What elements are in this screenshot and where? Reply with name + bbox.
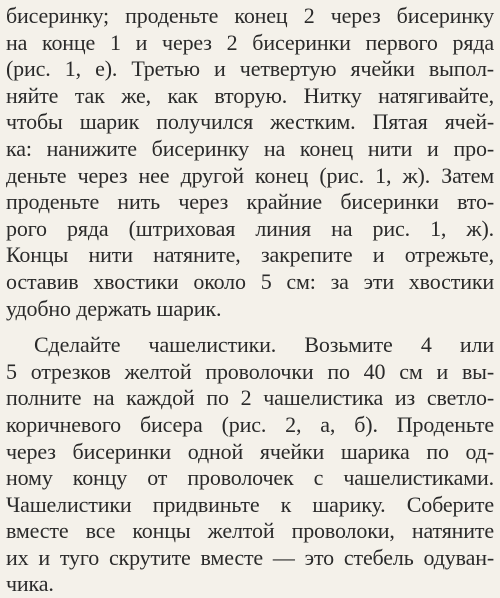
paragraph-1 bbox=[6, 3, 494, 322]
paragraph-gap bbox=[6, 322, 494, 332]
text-line: вместе все концы желтой проволоки, натяните bbox=[6, 518, 494, 544]
text-line: 5 отрезков желтой проволочки по 40 см и вы- bbox=[6, 358, 494, 384]
text-line: чтобы шарик получился жестким. Пятая ячей- bbox=[6, 109, 494, 135]
text-line: через бисеринки одной ячейки шарика по од- bbox=[6, 438, 494, 464]
text-line: Сделайте чашелистики. Возьмите 4 или bbox=[34, 332, 494, 358]
text-line: рого ряда (штриховая линия на рис. 1, ж). bbox=[6, 215, 494, 241]
text-line: няйте так же, как вторую. Нитку натягивайте, bbox=[6, 82, 494, 108]
text-line: оставив хвостики около 5 см: за эти хвостики bbox=[6, 268, 494, 294]
text-line: (рис. 1, е). Третью и четвертую ячейки выпол- bbox=[6, 56, 494, 82]
text-line: бисеринку; проденьте конец 2 через бисеринку bbox=[6, 3, 494, 28]
text-line: Чашелистики придвиньте к шарику. Соберите bbox=[6, 491, 494, 517]
paragraph-2 bbox=[6, 332, 494, 598]
text-line: проденьте нить через крайние бисеринки вто- bbox=[6, 189, 494, 215]
text-line: ка: нанижите бисеринку на конец нити и про- bbox=[6, 135, 494, 161]
text-line: Концы нити натяните, закрепите и отрежьте, bbox=[6, 242, 494, 268]
text-line: чика. bbox=[6, 571, 54, 597]
text-line: ному концу от проволочек с чашелистиками. bbox=[6, 465, 494, 491]
text-line: их и туго скрутите вместе — это стебель одуван- bbox=[6, 544, 494, 570]
text-line: удобно держать шарик. bbox=[6, 295, 222, 321]
text-line: на конце 1 и через 2 бисеринки первого ряда bbox=[6, 29, 494, 55]
text-line: коричневого бисера (рис. 2, а, б). Проденьте bbox=[6, 411, 494, 437]
text-line: деньте через нее другой конец (рис. 1, ж). Затем bbox=[6, 162, 494, 188]
text-line: полните на каждой по 2 чашелистика из светло- bbox=[6, 385, 494, 411]
